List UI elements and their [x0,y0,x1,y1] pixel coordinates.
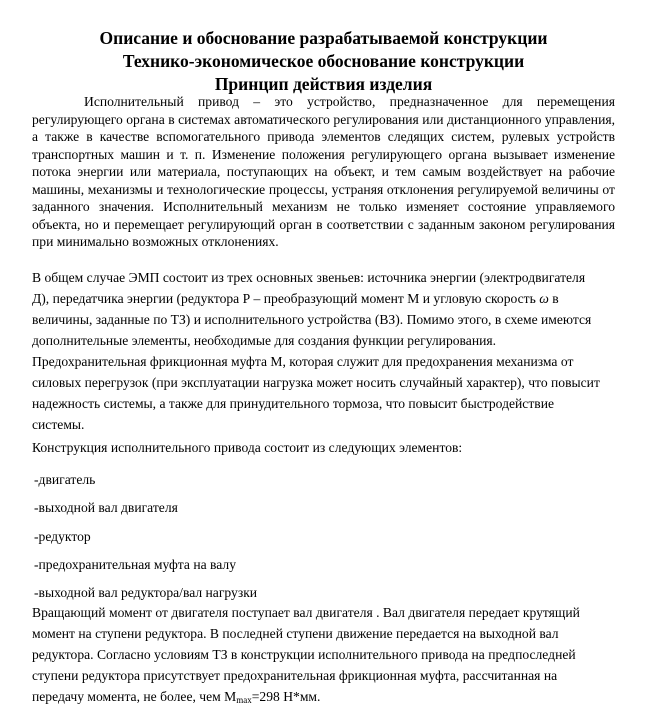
list-item: -предохранительная муфта на валу [34,556,237,572]
heading-principle: Принцип действия изделия [214,74,433,94]
moment-subscript: max [236,695,252,705]
moment-symbol: M [224,689,237,704]
paragraph-emp-structure [32,267,602,435]
moment-value: =298 Н*мм. [251,689,321,704]
heading-feasibility: Технико-экономическое обоснование конструкции [122,51,525,71]
paragraph-torque-transmission [32,602,612,707]
list-item: -выходной вал двигателя [34,500,178,516]
paragraph-construction-intro: Конструкция исполнительного привода состоит из следующих элементов: [32,440,463,455]
paragraph-emp-text-2: в величины, заданные по ТЗ) и исполнительного устройства (ВЗ). Помимо этого, в схеме имеются дополнительные элементы, необходимые для создания функции регулирования. Предохранительная фрикционная муфта М, которая служит для предохранения механизма от силовых перегрузок (при эксплуатации нагрузка может носить случайный характер), что повысит надежность системы, а также для принудительного тормоза, что повысит быстродействие системы. [32,291,600,432]
heading-description: Описание и обоснование разрабатываемой конструкции [99,28,548,48]
list-item: -редуктор [34,528,91,544]
list-item: -двигатель [34,472,96,487]
paragraph-torque-text: Вращающий момент от двигателя поступает вал двигателя . Вал двигателя передает крутящий момент на ступени редуктора. В последней ступени движение передается на выходной вал редуктора. Согласно условиям ТЗ в конструкции исполнительного привода на предпоследней ступени редуктора присутствует предохранительная фрикционная муфта, рассчитанная на передачу момента, не более, чем [32,605,580,704]
paragraph-emp-text-1: В общем случае ЭМП состоит из трех основных звеньев: источника энергии (электродвигателя Д), передатчика энергии (редуктора Р – преобразующий момент М и угловую скорость [32,270,586,306]
elements-list [32,466,257,607]
paragraph-actuator-definition: Исполнительный привод – это устройство, предназначенное для перемещения регулирующего органа в системах автоматического регулирования или дистанционного управления, а также в качестве вспомогательного привода элементов следящих систем, рулевых устройств транспортных машин и т. п. Изменение положения регулирующего органа вызывает изменение потока энергии или материала, поступающих на объект, и тем самым воздействует на рабочие машины, механизмы и технологические процессы, устраняя отклонения регулируемой величины от заданного значения. Исполнительный механизм не только изменяет состояние управляемого объекта, но и перемещает регулирующий орган в соответствии с заданным законом регулирования при минимально возможных отклонениях. [32,94,615,249]
list-item: -выходной вал редуктора/вал нагрузки [34,585,258,601]
omega-symbol: ω [539,291,549,306]
